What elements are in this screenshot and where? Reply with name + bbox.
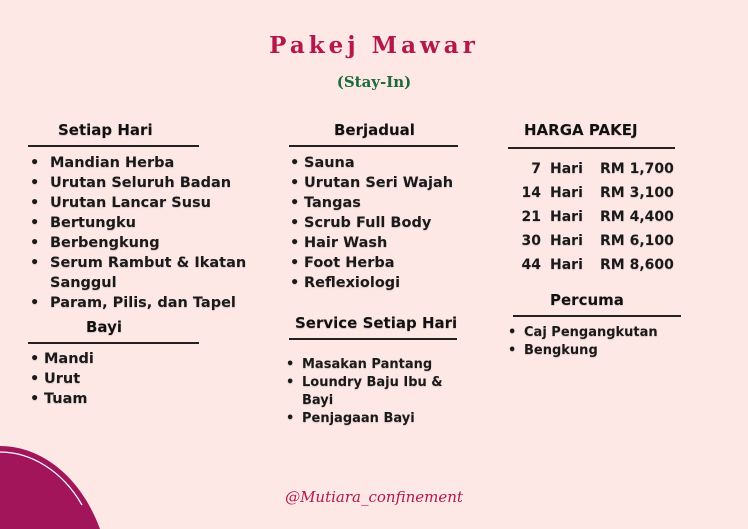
price-cell: RM 4,400 — [600, 209, 674, 225]
list-item: • Urutan Seri Wajah — [288, 173, 478, 193]
unit-cell: Hari — [550, 209, 583, 225]
list-item: • Loundry Baju Ibu & Bayi — [286, 374, 461, 410]
days-cell: 30 — [521, 233, 541, 249]
table-row — [508, 181, 674, 205]
price-cell: RM 8,600 — [600, 257, 674, 273]
bayi-divider — [28, 342, 199, 344]
list-item: • Masakan Pantang — [286, 356, 461, 374]
berjadual-divider — [289, 145, 458, 147]
social-handle: @Mutiara_confinement — [285, 488, 463, 506]
list-item: • Tangas — [288, 193, 478, 213]
list-item: • Bertungku — [28, 213, 250, 233]
price-table — [508, 157, 674, 277]
table-row — [508, 253, 674, 277]
setiap-hari-heading: Setiap Hari — [58, 121, 153, 139]
list-item: • Mandian Herba — [28, 153, 250, 173]
service-heading: Service Setiap Hari — [295, 314, 458, 332]
price-cell: RM 6,100 — [600, 233, 674, 249]
service-list — [286, 356, 461, 428]
price-cell: RM 3,100 — [600, 185, 674, 201]
days-cell: 21 — [521, 209, 541, 225]
unit-cell: Hari — [550, 233, 583, 249]
percuma-divider — [513, 315, 681, 317]
list-item: • Urut — [28, 369, 208, 389]
harga-divider — [508, 147, 675, 149]
berjadual-list — [288, 153, 478, 293]
setiap-hari-list — [28, 153, 250, 313]
service-divider — [289, 338, 457, 340]
bayi-list — [28, 349, 208, 409]
table-row — [508, 157, 674, 181]
unit-cell: Hari — [550, 257, 583, 273]
list-item: • Foot Herba — [288, 253, 478, 273]
list-item: • Urutan Seluruh Badan — [28, 173, 250, 193]
list-item: • Urutan Lancar Susu — [28, 193, 250, 213]
list-item: • Reflexiologi — [288, 273, 478, 293]
list-item: • Tuam — [28, 389, 208, 409]
days-cell: 14 — [521, 185, 541, 201]
unit-cell: Hari — [550, 185, 583, 201]
bayi-heading: Bayi — [86, 318, 123, 336]
list-item: • Param, Pilis, dan Tapel — [28, 293, 250, 313]
list-item: • Berbengkung — [28, 233, 250, 253]
page-subtitle: (Stay-In) — [336, 73, 412, 91]
table-row — [508, 229, 674, 253]
days-cell: 44 — [521, 257, 541, 273]
harga-heading: HARGA PAKEJ — [524, 121, 638, 139]
unit-cell: Hari — [550, 161, 583, 177]
price-cell: RM 1,700 — [600, 161, 674, 177]
list-item: • Serum Rambut & Ikatan Sanggul — [28, 253, 250, 293]
list-item: • Mandi — [28, 349, 208, 369]
list-item: • Hair Wash — [288, 233, 478, 253]
days-cell: 7 — [531, 161, 541, 177]
list-item: • Scrub Full Body — [288, 213, 478, 233]
list-item: • Penjagaan Bayi — [286, 410, 461, 428]
list-item: • Bengkung — [508, 342, 698, 360]
list-item: • Sauna — [288, 153, 478, 173]
table-row — [508, 205, 674, 229]
list-item: • Caj Pengangkutan — [508, 324, 698, 342]
percuma-list — [508, 324, 698, 360]
percuma-heading: Percuma — [550, 291, 624, 309]
page-title: Pakej Mawar — [269, 32, 479, 59]
berjadual-heading: Berjadual — [334, 121, 415, 139]
setiap-hari-divider — [28, 145, 199, 147]
